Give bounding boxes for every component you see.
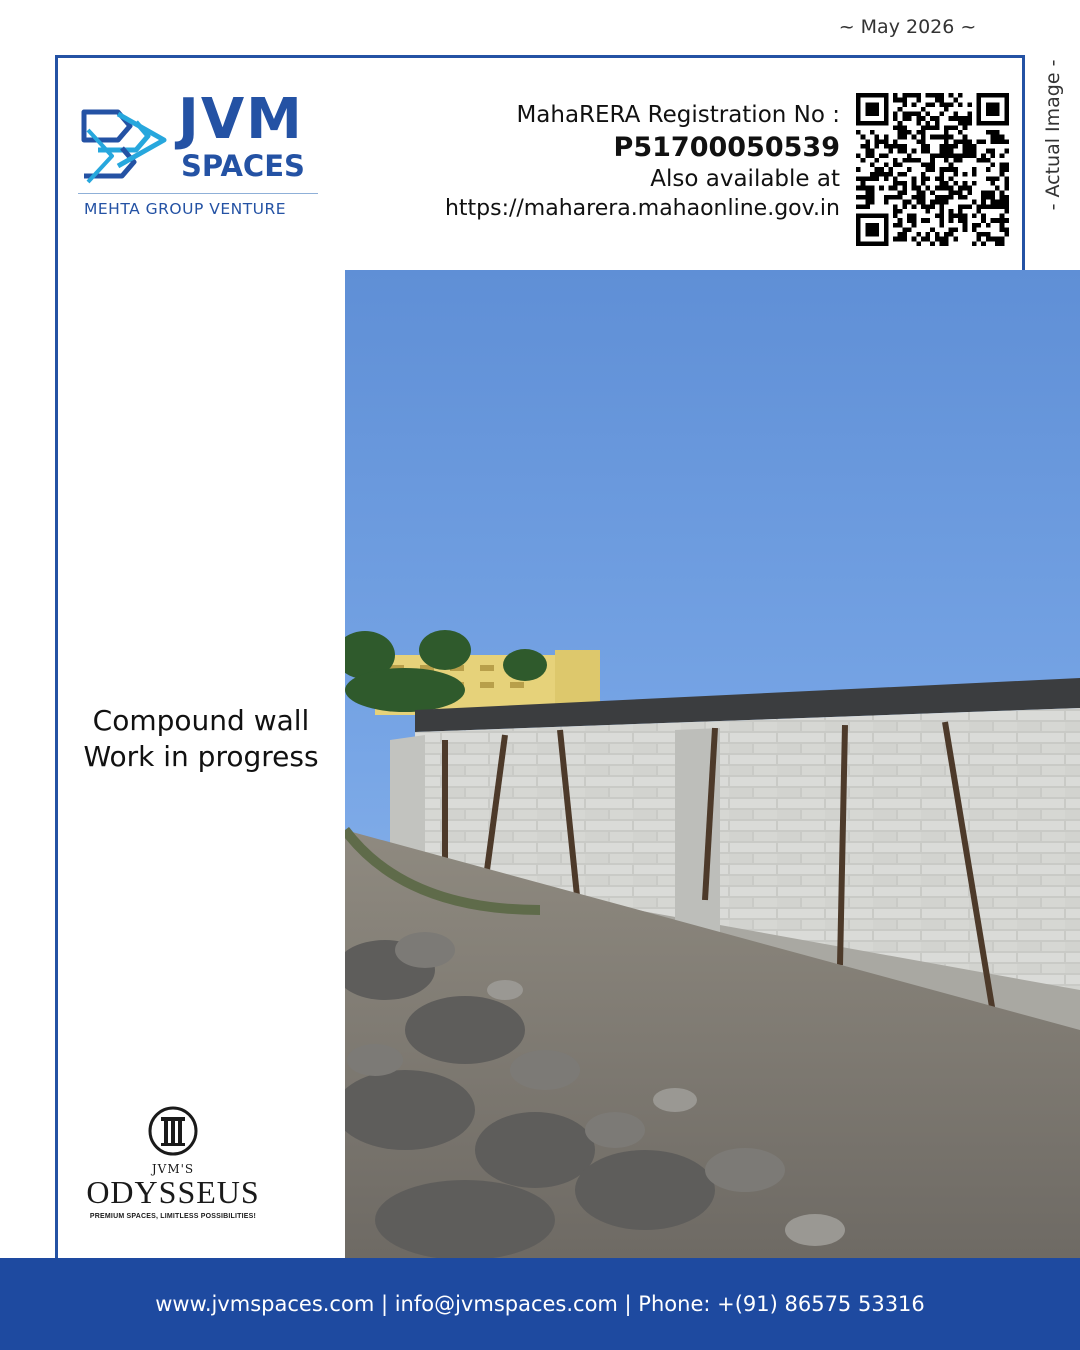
- qr-code-icon[interactable]: [856, 93, 1009, 246]
- project-tagline: PREMIUM SPACES, LIMITLESS POSSIBILITIES!: [89, 1212, 257, 1220]
- rera-also-text: Also available at: [650, 165, 840, 192]
- project-name: ODYSSEUS: [86, 1174, 260, 1210]
- footer-contact[interactable]: www.jvmspaces.com | info@jvmspaces.com | Phone: +(91) 86575 53316: [155, 1292, 925, 1316]
- caption: [62, 703, 340, 774]
- jvm-logo-mark-icon: [78, 100, 170, 188]
- date-label: ~ May 2026 ~: [838, 16, 977, 38]
- jvm-spaces-logo: [78, 87, 320, 225]
- odysseus-logo: [78, 1105, 268, 1235]
- rera-number: P51700050539: [613, 131, 840, 163]
- rera-url-link[interactable]: https://maharera.mahaonline.gov.in: [444, 195, 840, 221]
- project-prefix: JVM'S: [151, 1162, 195, 1176]
- brand-tagline: MEHTA GROUP VENTURE: [84, 200, 287, 218]
- brand-name-line2: SPACES: [181, 149, 305, 183]
- brand-name-line1: JVM: [178, 87, 304, 152]
- caption-line2: Work in progress: [83, 739, 319, 773]
- caption-line1: Compound wall: [92, 704, 310, 737]
- footer-bar: [0, 1258, 1080, 1350]
- logo-divider: [78, 193, 318, 194]
- odysseus-emblem-icon: [147, 1105, 199, 1157]
- actual-image-note: - Actual Image -: [1042, 59, 1064, 211]
- rera-info: [445, 102, 840, 222]
- site-photo: [345, 270, 1080, 1258]
- rera-label: MahaRERA Registration No :: [516, 102, 840, 128]
